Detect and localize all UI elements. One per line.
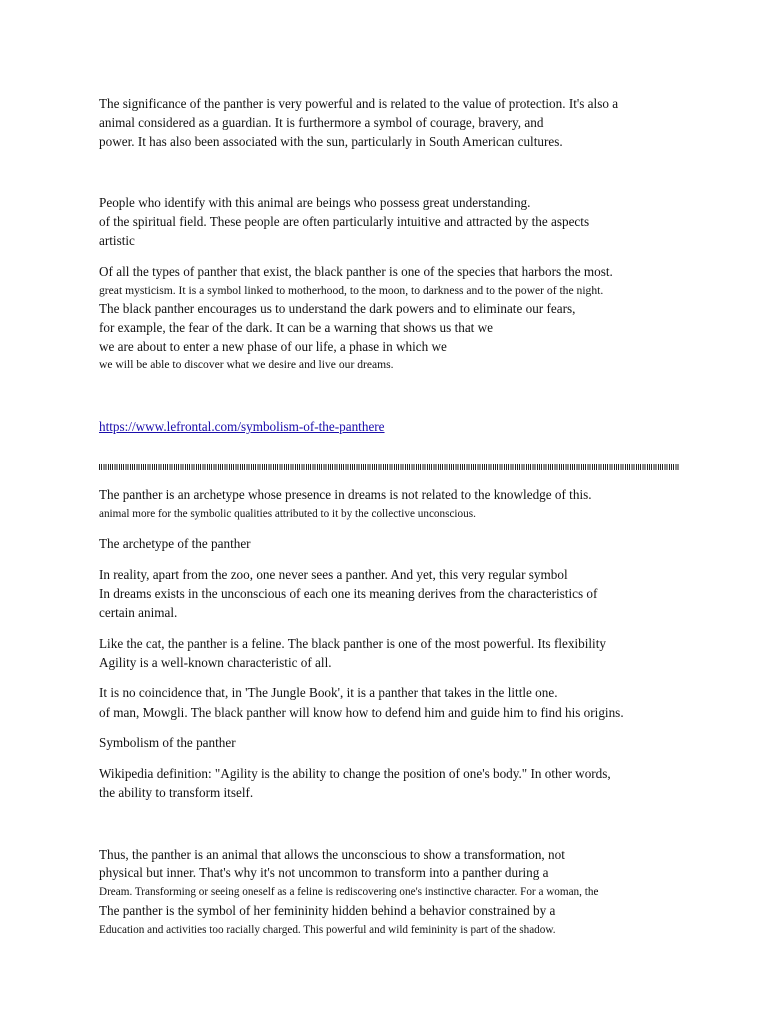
paragraph-line: physical but inner. That's why it's not uncommon to transform into a panther during a: [99, 865, 549, 880]
paragraph-line: for example, the fear of the dark. It can be a warning that shows us that we: [99, 320, 494, 335]
source-link[interactable]: https://www.lefrontal.com/symbolism-of-the-panthere: [99, 419, 385, 434]
paragraph-line: artistic: [99, 233, 135, 248]
paragraph-line: Dream. Transforming or seeing oneself as a feline is rediscovering one's instinctive character. For a woman, the: [99, 886, 599, 898]
paragraph-line: Like the cat, the panther is a feline. The black panther is one of the most powerful. Its flexibility: [99, 636, 606, 651]
paragraph-line: certain animal.: [99, 605, 178, 620]
paragraph-line: The panther is an archetype whose presence in dreams is not related to the knowledge of this.: [99, 487, 592, 502]
paragraph-line: In reality, apart from the zoo, one never sees a panther. And yet, this very regular symbol: [99, 567, 568, 582]
paragraph-line: power. It has also been associated with the sun, particularly in South American cultures.: [99, 134, 563, 149]
paragraph-line: The significance of the panther is very powerful and is related to the value of protection. It's also a: [99, 96, 619, 111]
divider-rule: [99, 464, 679, 470]
paragraph-line: Wikipedia definition: "Agility is the ability to change the position of one's body." In other words,: [99, 766, 611, 781]
paragraph-line: Of all the types of panther that exist, the black panther is one of the species that harbors the most.: [99, 264, 613, 279]
paragraph-line: The panther is the symbol of her femininity hidden behind a behavior constrained by a: [99, 903, 556, 918]
paragraph-line: Education and activities too racially charged. This powerful and wild femininity is part of the shadow.: [99, 924, 556, 936]
paragraph-line: Agility is a well-known characteristic of all.: [99, 655, 332, 670]
paragraph-line: we are about to enter a new phase of our life, a phase in which we: [99, 339, 447, 354]
paragraph-line: animal more for the symbolic qualities attributed to it by the collective unconscious.: [99, 508, 476, 520]
section-heading: The archetype of the panther: [99, 536, 251, 551]
paragraph-line: of the spiritual field. These people are often particularly intuitive and attracted by the aspects: [99, 214, 590, 229]
paragraph-line: the ability to transform itself.: [99, 785, 254, 800]
paragraph-line: animal considered as a guardian. It is furthermore a symbol of courage, bravery, and: [99, 115, 544, 130]
paragraph-line: The black panther encourages us to understand the dark powers and to eliminate our fears,: [99, 301, 576, 316]
paragraph-line: great mysticism. It is a symbol linked to motherhood, to the moon, to darkness and to the power of the night.: [99, 284, 604, 297]
paragraph-line: Thus, the panther is an animal that allows the unconscious to show a transformation, not: [99, 847, 565, 862]
paragraph-line: In dreams exists in the unconscious of each one its meaning derives from the characteristics of: [99, 586, 598, 601]
paragraph-line: we will be able to discover what we desire and live our dreams.: [99, 358, 394, 371]
section-heading: Symbolism of the panther: [99, 735, 236, 750]
paragraph-line: People who identify with this animal are beings who possess great understanding.: [99, 195, 531, 210]
paragraph-line: It is no coincidence that, in 'The Jungle Book', it is a panther that takes in the little one.: [99, 685, 558, 700]
paragraph-line: of man, Mowgli. The black panther will know how to defend him and guide him to find his origins.: [99, 705, 624, 720]
